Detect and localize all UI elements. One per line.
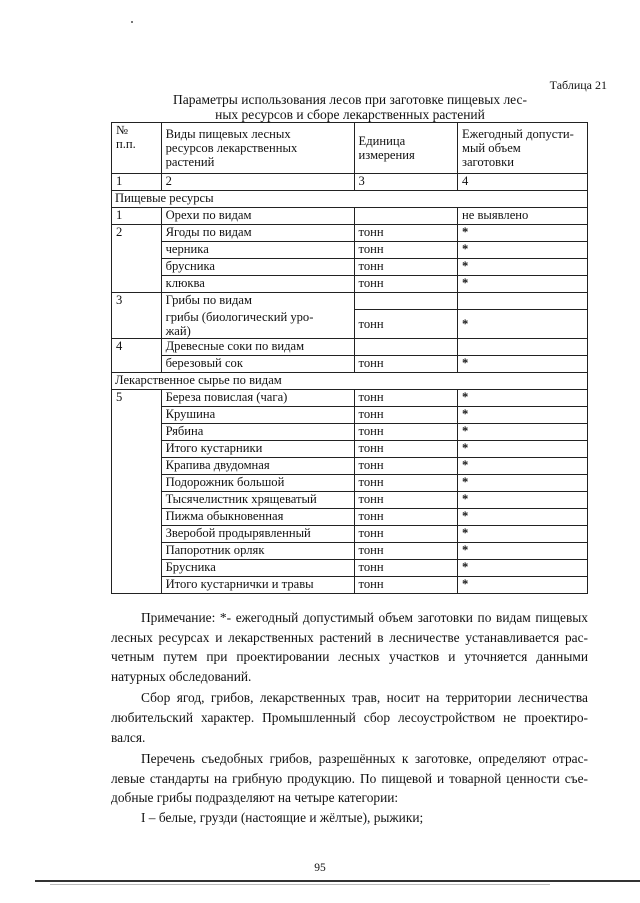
unit-cell: тонн — [354, 542, 457, 559]
col-number: 4 — [457, 174, 587, 191]
section-row-medicinal — [112, 372, 588, 389]
row-number: 1 — [112, 208, 162, 225]
unit-cell: тонн — [354, 276, 457, 293]
table-row — [112, 225, 588, 242]
volume-cell: * — [457, 576, 587, 593]
resource-name: Береза повислая (чага) — [161, 389, 354, 406]
resource-name: черника — [161, 242, 354, 259]
bottom-rule-thin — [50, 884, 550, 885]
resource-name: Грибы по видам — [161, 293, 354, 310]
note-paragraph: Примечание: *- ежегодный допустимый объем заготовки по видам пищевых лесных ресурсах и лекарственных растений в лесничестве устанавливается рас-четным путем при проектировании лесных участков и уточняется данными натурных обследований. — [111, 610, 588, 684]
table-row — [112, 310, 588, 339]
column-number-row — [112, 174, 588, 191]
resource-name: Зверобой продырявленный — [161, 525, 354, 542]
unit-cell: тонн — [354, 242, 457, 259]
volume-cell: * — [457, 474, 587, 491]
table-row — [112, 208, 588, 225]
scan-speck — [131, 21, 133, 23]
bottom-rule — [35, 880, 640, 882]
resource-name: Итого кустарники — [161, 440, 354, 457]
col-number: 2 — [161, 174, 354, 191]
resource-name: Ягоды по видам — [161, 225, 354, 242]
volume-cell: * — [457, 559, 587, 576]
volume-cell: * — [457, 310, 587, 339]
unit-cell: тонн — [354, 576, 457, 593]
col-number: 3 — [354, 174, 457, 191]
header-annual-volume: Ежегодный допусти- мый объем заготовки — [457, 123, 587, 174]
table-row — [112, 491, 588, 508]
volume-cell — [457, 293, 587, 310]
table-header-row — [112, 123, 588, 174]
table-row — [112, 474, 588, 491]
unit-cell: тонн — [354, 259, 457, 276]
paragraph-category-1: I – белые, грузди (настоящие и жёлтые), рыжики; — [141, 809, 424, 825]
resource-name: Итого кустарнички и травы — [161, 576, 354, 593]
resource-name: Орехи по видам — [161, 208, 354, 225]
unit-cell: тонн — [354, 423, 457, 440]
unit-cell: тонн — [354, 225, 457, 242]
resource-name: Пижма обыкновенная — [161, 508, 354, 525]
unit-cell: тонн — [354, 525, 457, 542]
volume-cell: * — [457, 457, 587, 474]
section-medicinal-label: Лекарственное сырье по видам — [112, 372, 588, 389]
volume-cell: * — [457, 525, 587, 542]
volume-cell: * — [457, 259, 587, 276]
table-title-line-2: ных ресурсов и сборе лекарственных растений — [215, 107, 485, 122]
table-number-label: Таблица 21 — [549, 78, 607, 92]
volume-cell: * — [457, 406, 587, 423]
resource-name: клюква — [161, 276, 354, 293]
table-row — [112, 576, 588, 593]
unit-cell — [354, 208, 457, 225]
table-row — [112, 259, 588, 276]
page-number: 95 — [314, 862, 326, 874]
resource-name: Крапива двудомная — [161, 457, 354, 474]
volume-cell: * — [457, 508, 587, 525]
resource-name: Рябина — [161, 423, 354, 440]
unit-cell — [354, 338, 457, 355]
table-row — [112, 338, 588, 355]
body-text — [111, 608, 588, 828]
unit-cell: тонн — [354, 457, 457, 474]
volume-cell: * — [457, 225, 587, 242]
table-row — [112, 542, 588, 559]
table-row — [112, 276, 588, 293]
resource-name: Древесные соки по видам — [161, 338, 354, 355]
volume-cell: * — [457, 276, 587, 293]
volume-cell — [457, 338, 587, 355]
table-row — [112, 457, 588, 474]
table-row — [112, 355, 588, 372]
unit-cell: тонн — [354, 389, 457, 406]
resource-name: Подорожник большой — [161, 474, 354, 491]
resource-name: брусника — [161, 259, 354, 276]
table-row — [112, 423, 588, 440]
volume-cell: * — [457, 491, 587, 508]
resource-name: Брусника — [161, 559, 354, 576]
table-row — [112, 242, 588, 259]
table-row — [112, 440, 588, 457]
volume-cell: * — [457, 542, 587, 559]
resource-name: грибы (биологический уро- жай) — [161, 310, 354, 339]
header-resource-types: Виды пищевых лесных ресурсов лекарственных растений — [161, 123, 354, 174]
table-row — [112, 406, 588, 423]
table-row — [112, 559, 588, 576]
table-row — [112, 293, 588, 310]
table-row — [112, 389, 588, 406]
section-row-food — [112, 191, 588, 208]
paragraph-collection: Сбор ягод, грибов, лекарственных трав, носит на территории лесничества любительский характер. Промышленный сбор лесоустройством не проектиро-вался. — [111, 690, 588, 745]
resource-name: Папоротник орляк — [161, 542, 354, 559]
row-number: 4 — [112, 338, 162, 372]
table-title — [110, 92, 590, 122]
table-row — [112, 508, 588, 525]
unit-cell: тонн — [354, 440, 457, 457]
header-unit: Единица измерения — [354, 123, 457, 174]
volume-cell: * — [457, 355, 587, 372]
resource-name: Тысячелистник хрящеватый — [161, 491, 354, 508]
unit-cell: тонн — [354, 491, 457, 508]
paragraph-mushroom-list: Перечень съедобных грибов, разрешённых к заготовке, определяют отрас-левые стандарты на грибную продукцию. По пищевой и товарной ценности съе-добные грибы подразделяют на четыре категории: — [111, 751, 588, 806]
unit-cell: тонн — [354, 474, 457, 491]
table-title-line-1: Параметры использования лесов при заготовке пищевых лес- — [172, 92, 528, 107]
volume-cell: * — [457, 389, 587, 406]
row-number: 3 — [112, 293, 162, 339]
table-row — [112, 525, 588, 542]
volume-cell: * — [457, 242, 587, 259]
section-food-label: Пищевые ресурсы — [112, 191, 588, 208]
forest-resources-table — [111, 122, 588, 594]
row-number: 2 — [112, 225, 162, 293]
col-number: 1 — [112, 174, 162, 191]
resource-name: Крушина — [161, 406, 354, 423]
row-number: 5 — [112, 389, 162, 593]
volume-cell: не выявлено — [457, 208, 587, 225]
volume-cell: * — [457, 423, 587, 440]
volume-cell: * — [457, 440, 587, 457]
unit-cell: тонн — [354, 310, 457, 339]
header-number: № п.п. — [112, 123, 162, 174]
unit-cell: тонн — [354, 559, 457, 576]
unit-cell — [354, 293, 457, 310]
unit-cell: тонн — [354, 355, 457, 372]
unit-cell: тонн — [354, 406, 457, 423]
unit-cell: тонн — [354, 508, 457, 525]
resource-name: березовый сок — [161, 355, 354, 372]
